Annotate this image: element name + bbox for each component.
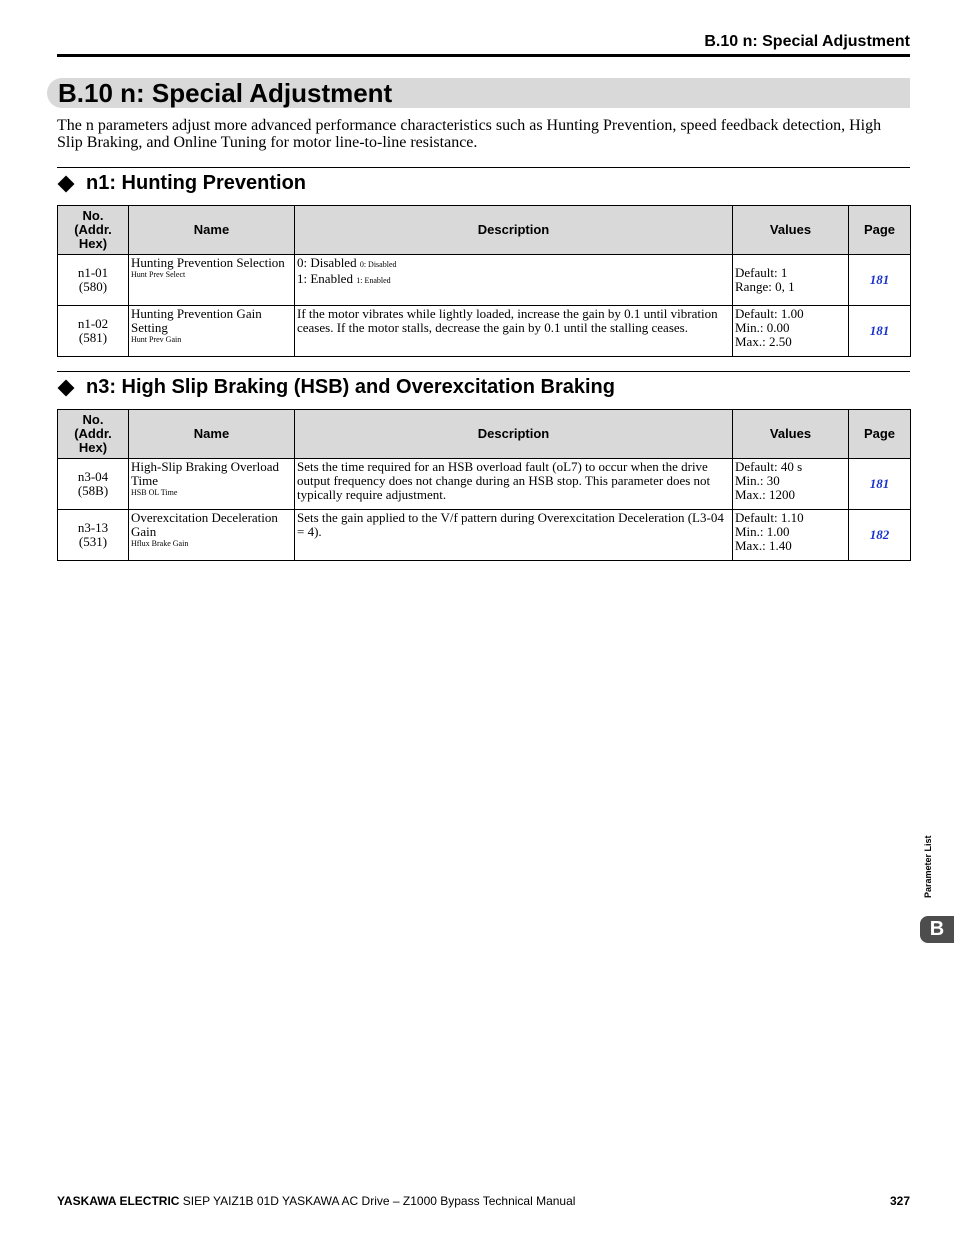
param-page (849, 255, 911, 306)
footer-doc: SIEP YAIZ1B 01D YASKAWA AC Drive – Z1000 Bypass Technical Manual (179, 1194, 576, 1208)
page-link[interactable]: 182 (869, 527, 890, 542)
param-values: Default: 1.00 Min.: 0.00 Max.: 2.50 (733, 306, 849, 357)
param-values: Default: 40 s Min.: 30 Max.: 1200 (733, 459, 849, 510)
col-header-page: Page (849, 206, 911, 255)
footer-page-number: 327 (889, 1194, 910, 1208)
footer-brand: YASKAWA ELECTRIC (57, 1194, 180, 1208)
param-page (849, 306, 911, 357)
section-heading-text: n1: Hunting Prevention (86, 172, 306, 194)
param-name: Overexcitation Deceleration Gain Hflux Brake Gain (129, 510, 295, 561)
param-name: Hunting Prevention Gain Setting Hunt Prev Gain (129, 306, 295, 357)
section-heading-text: n3: High Slip Braking (HSB) and Overexcitation Braking (86, 376, 615, 398)
param-number: n3-13 (531) (58, 510, 129, 561)
intro-paragraph: The n parameters adjust more advanced performance characteristics such as Hunting Prevention, speed feedback detection, High Slip Braking, and Online Tuning for motor line-to-line resistance. (57, 117, 882, 151)
side-tab[interactable]: B (920, 916, 954, 943)
table-header-row (58, 410, 911, 459)
page-link[interactable]: 181 (869, 476, 890, 491)
page-link[interactable]: 181 (869, 272, 890, 287)
param-short-name: Hunt Prev Gain (131, 335, 182, 344)
col-header-values: Values (733, 206, 849, 255)
header-rule (57, 54, 910, 57)
table-header-row (58, 206, 911, 255)
param-description: If the motor vibrates while lightly loaded, increase the gain by 0.1 until vibration ceases. If the motor stalls, decrease the gain by 0.1 until the stalling ceases. (295, 306, 733, 357)
n3-parameter-table (57, 409, 911, 561)
page-link[interactable]: 181 (869, 323, 890, 338)
footer (57, 1194, 910, 1208)
param-short-name: Hunt Prev Select (131, 270, 186, 279)
section-rule-n1 (57, 167, 910, 168)
param-short-name: Hflux Brake Gain (131, 539, 189, 548)
param-number: n3-04 (58B) (58, 459, 129, 510)
param-values: Default: 1 Range: 0, 1 (733, 255, 849, 306)
n1-parameter-table (57, 205, 911, 357)
table-row (58, 510, 911, 561)
diamond-bullet-icon (58, 379, 75, 396)
param-name: Hunting Prevention Selection Hunt Prev Select (129, 255, 295, 306)
table-row (58, 255, 911, 306)
param-page (849, 510, 911, 561)
param-number: n1-02 (581) (58, 306, 129, 357)
col-header-description: Description (295, 410, 733, 459)
param-values: Default: 1.10 Min.: 1.00 Max.: 1.40 (733, 510, 849, 561)
param-description: Sets the time required for an HSB overload fault (oL7) to occur when the drive output frequency does not change during an HSB stop. This parameter does not typically require adjustment. (295, 459, 733, 510)
table-row (58, 459, 911, 510)
section-heading-n1 (57, 172, 306, 195)
col-header-name: Name (129, 206, 295, 255)
page-title: B.10 n: Special Adjustment (58, 78, 393, 108)
param-description: 0: Disabled 0: Disabled 1: Enabled 1: Enabled (295, 255, 733, 306)
param-number: n1-01 (580) (58, 255, 129, 306)
col-header-page: Page (849, 410, 911, 459)
param-description: Sets the gain applied to the V/f pattern during Overexcitation Deceleration (L3-04 = 4). (295, 510, 733, 561)
col-header-description: Description (295, 206, 733, 255)
side-tab-label: Parameter List (923, 835, 933, 898)
col-header-no: No. (Addr. Hex) (58, 206, 129, 255)
section-heading-n3 (57, 376, 615, 399)
section-rule-n3 (57, 371, 910, 372)
table-row (58, 306, 911, 357)
running-header: B.10 n: Special Adjustment (704, 33, 910, 50)
col-header-no: No. (Addr. Hex) (58, 410, 129, 459)
col-header-name: Name (129, 410, 295, 459)
param-page (849, 459, 911, 510)
col-header-values: Values (733, 410, 849, 459)
param-short-name: HSB OL Time (131, 488, 178, 497)
diamond-bullet-icon (58, 175, 75, 192)
param-name: High-Slip Braking Overload Time HSB OL Time (129, 459, 295, 510)
